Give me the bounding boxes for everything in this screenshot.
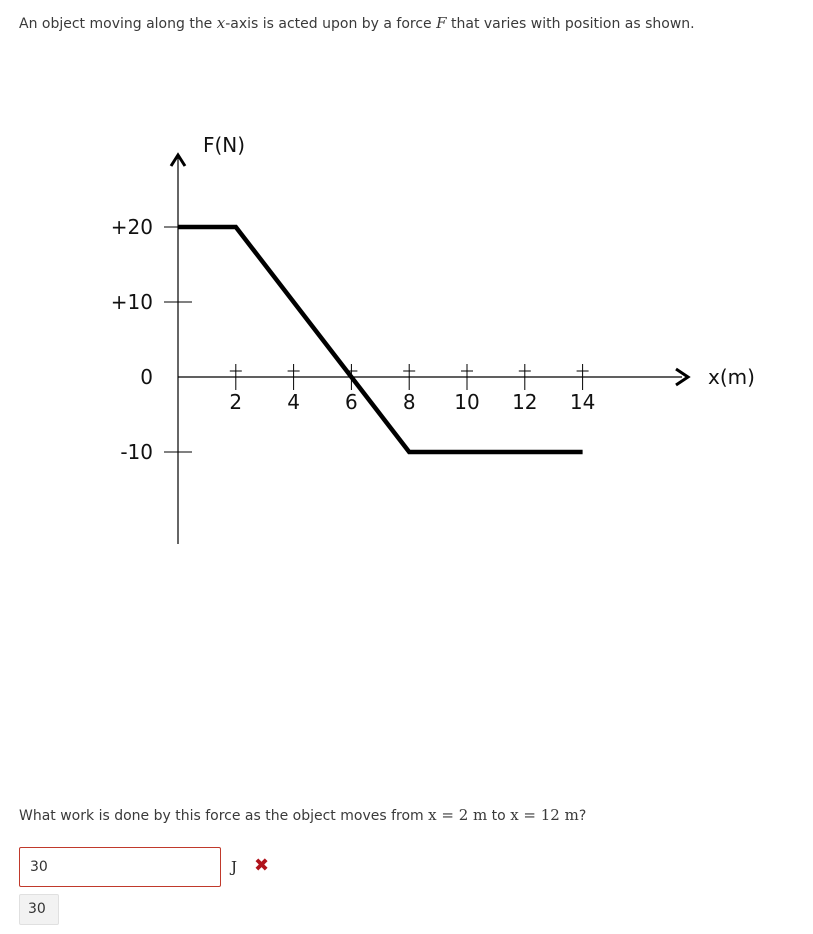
answer-unit: J — [231, 858, 238, 876]
prompt-text-3: that varies with position as shown. — [446, 16, 695, 32]
y-axis-label: F(N) — [202, 133, 246, 157]
x-tick-label: 2 — [229, 390, 243, 414]
x-tick-label: 8 — [402, 390, 416, 414]
prompt-var-f: F — [436, 14, 447, 32]
prompt-var-x: x — [216, 14, 226, 32]
answer-input[interactable] — [19, 847, 221, 887]
y-tick-label: -10 — [120, 440, 153, 464]
question-text — [19, 805, 586, 826]
prompt-text-2: -axis is acted upon by a force — [225, 16, 437, 32]
question-end-position: x = 12 m — [510, 806, 579, 824]
submitted-answer: 30 — [19, 894, 59, 925]
y-tick-label: +20 — [110, 215, 153, 239]
y-tick-label: 0 — [140, 365, 153, 389]
question-text-3: ? — [578, 808, 587, 824]
x-tick-label: 6 — [345, 390, 358, 414]
force-series-line — [178, 227, 583, 452]
y-tick-label: +10 — [110, 290, 153, 314]
question-text-1: What work is done by this force as the object moves from — [19, 808, 429, 824]
x-tick-label: 10 — [454, 390, 480, 414]
x-tick-label: 12 — [512, 390, 538, 414]
x-tick-label: 14 — [569, 390, 596, 414]
question-start-position: x = 2 m — [428, 806, 488, 824]
x-tick-label: 4 — [287, 390, 300, 414]
prompt-text-1: An object moving along the — [19, 16, 217, 32]
question-text-2: to — [487, 808, 511, 824]
incorrect-icon: ✖ — [254, 855, 270, 876]
x-axis-label: x(m) — [708, 365, 755, 389]
